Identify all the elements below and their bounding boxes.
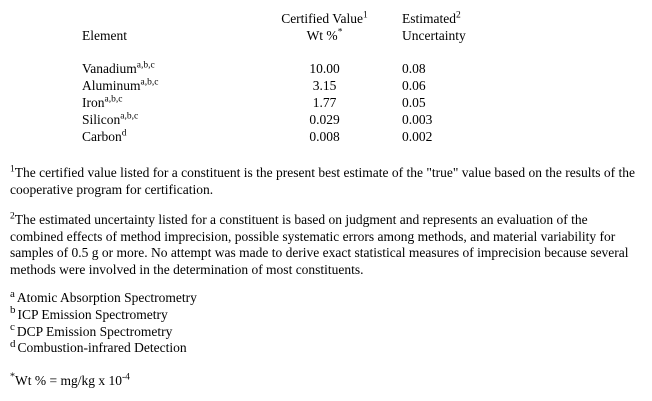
cell-certified-value: 0.008 (309, 129, 340, 144)
header-cell-estimated-line1 (402, 10, 562, 27)
cell-element (82, 94, 247, 111)
certified-value-title: Certified Value (281, 11, 364, 26)
table-spacer-row (82, 44, 562, 60)
cell-certified-value: 0.029 (309, 112, 340, 127)
weight-percent-marker: * (10, 371, 15, 383)
header-cell-estimated-line2: Uncertainty (402, 28, 466, 43)
cell-element (82, 128, 247, 145)
header-cell-element: Element (82, 28, 127, 43)
method-marker: b (10, 304, 16, 317)
cell-uncertainty: 0.06 (402, 78, 426, 93)
element-method-markers: a,b,c (120, 111, 139, 122)
footnotes-section (10, 165, 642, 278)
spacer-cell-3 (402, 44, 562, 60)
spacer-cell-1 (82, 44, 247, 60)
method-marker: c (10, 321, 15, 334)
cell-element (82, 111, 247, 128)
estimated-title: Estimated (402, 11, 456, 26)
header-cell-element-blank (82, 10, 247, 27)
spacer-cell-2 (247, 44, 402, 60)
element-method-markers: a,b,c (104, 94, 123, 105)
method-label: DCP Emission Spectrometry (16, 323, 173, 339)
certified-value-units: Wt % (306, 28, 338, 43)
element-name: Aluminum (82, 78, 141, 93)
element-name: Silicon (82, 112, 121, 127)
table-row (82, 60, 562, 77)
table-row (82, 94, 562, 111)
methods-legend (10, 287, 642, 357)
weight-percent-exponent: -4 (121, 372, 130, 383)
method-legend-item (10, 337, 642, 357)
method-legend-item (10, 321, 642, 341)
cell-certified-value: 1.77 (312, 95, 337, 110)
table-header-row-2 (82, 27, 562, 44)
certified-value-footnote-marker: 1 (363, 10, 368, 21)
weight-percent-text: Wt % = mg/kg x 10 (15, 373, 122, 389)
header-cell-certified-value-line2 (247, 27, 402, 44)
method-label: Combustion-infrared Detection (17, 340, 187, 356)
cell-uncertainty: 0.003 (402, 112, 433, 127)
cell-uncertainty: 0.05 (402, 95, 426, 110)
cell-certified-value: 3.15 (312, 78, 337, 93)
element-name: Vanadium (82, 61, 137, 76)
header-cell-certified-value-line1 (247, 10, 402, 27)
footnote-2-marker: 2 (10, 211, 15, 222)
method-legend-item (10, 287, 642, 307)
footnote-1 (10, 165, 642, 198)
element-name: Carbon (82, 129, 122, 144)
footnote-2 (10, 212, 642, 278)
cell-certified-value: 10.00 (309, 61, 340, 76)
footnote-1-marker: 1 (10, 164, 15, 175)
cell-uncertainty: 0.002 (402, 129, 433, 144)
element-method-markers: a,b,c (136, 60, 155, 71)
method-marker: a (10, 287, 15, 300)
method-legend-item (10, 304, 642, 324)
method-label: Atomic Absorption Spectrometry (16, 290, 197, 305)
table-header-row-1 (82, 10, 562, 27)
cell-uncertainty: 0.08 (402, 61, 426, 76)
footnote-2-text: The estimated uncertainty listed for a constituent is based on judgment and represents an evaluation of the combined effects of method imprecision, possible systematic errors among methods, and material variability for samples of 0.5 g or more. No attempt was made to derive exact statistical measures of imprecision because several methods were involved in the determination of most constituents. (10, 212, 629, 277)
method-label: ICP Emission Spectrometry (17, 306, 168, 322)
cell-element (82, 60, 247, 77)
element-name: Iron (82, 95, 105, 110)
method-marker: d (10, 337, 16, 350)
weight-percent-note (10, 373, 642, 389)
footnote-1-text: The certified value listed for a constituent is the present best estimate of the "true" value based on the results of the cooperative program for certification. (10, 165, 635, 197)
certified-value-units-marker: * (337, 27, 343, 38)
table-row (82, 128, 562, 145)
element-method-markers: d (121, 128, 127, 139)
table-row (82, 77, 562, 94)
estimated-footnote-marker: 2 (456, 10, 461, 21)
element-method-markers: a,b,c (140, 77, 159, 88)
cell-element (82, 77, 247, 94)
table-row (82, 111, 562, 128)
certified-values-table (82, 10, 562, 145)
